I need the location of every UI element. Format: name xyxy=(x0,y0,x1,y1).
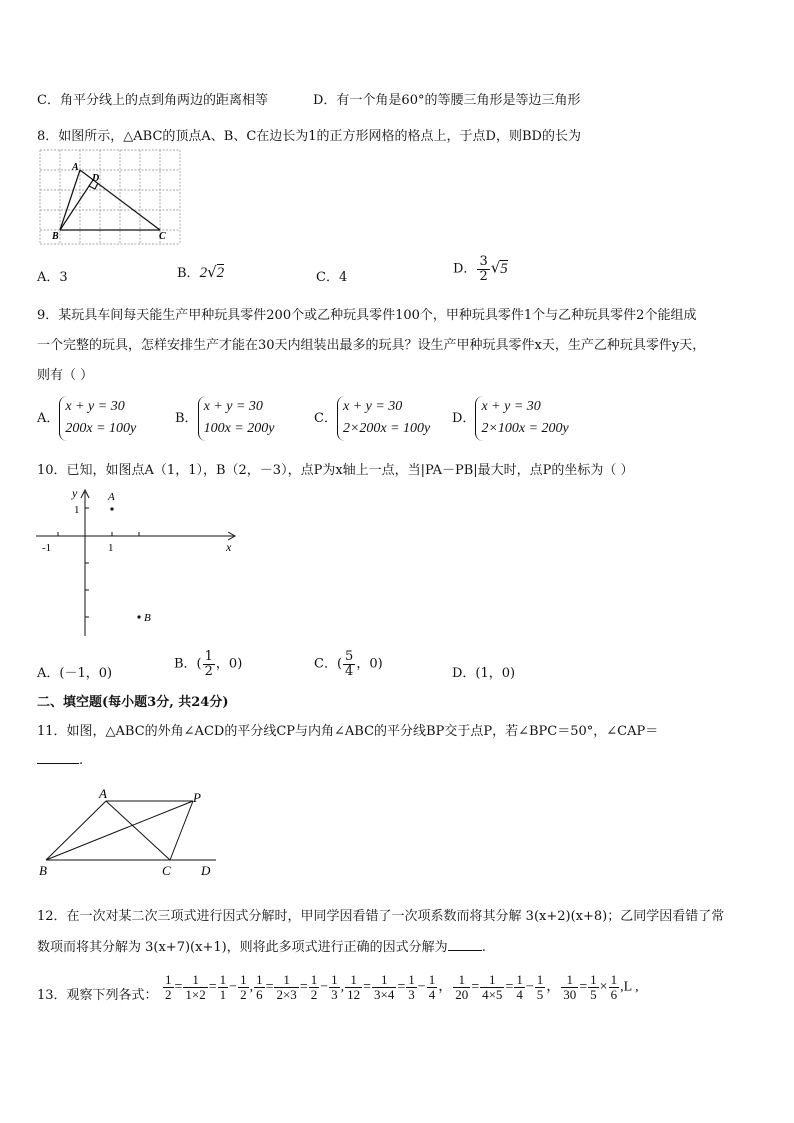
q11-label-p: P xyxy=(193,790,201,805)
q8-option-d-fraction xyxy=(477,255,489,283)
q9-option-d xyxy=(452,396,569,441)
q7-option-c: C．角平分线上的点到角两边的距离相等 xyxy=(37,93,268,108)
q9-option-c-eq1: x + y = 30 xyxy=(342,399,403,414)
q8-option-b-prefix: B． xyxy=(177,266,200,281)
sqrt-icon: √ xyxy=(490,258,501,277)
q12-line2 xyxy=(37,936,486,955)
q9-line3: 则有（ ） xyxy=(37,368,94,383)
q13-prefix: 13．观察下列各式： xyxy=(37,988,158,1003)
q13-tail: ,L , xyxy=(620,979,639,995)
q10-option-c-num: 5 xyxy=(345,649,354,664)
q9-option-a-eq2: 200x = 100y xyxy=(65,421,137,437)
q10-stem: 10．已知，如图点A（1，1），B（2，－3），点P为x轴上一点，当|PA－PB|最大时，点P的坐标为（ ） xyxy=(37,463,634,478)
q8-option-b-coef: 2 xyxy=(199,265,208,281)
q11-stem: 11．如图，△ABC的外角∠ACD的平分线CP与内角∠ABC的平分线BP交于点P，若∠BPC＝50°，∠CAP＝ xyxy=(37,724,659,739)
q10-option-d: D．(1，0) xyxy=(452,666,516,681)
q8-label-d: D xyxy=(92,173,100,184)
q9-option-c-prefix: C． xyxy=(314,410,337,426)
section2-title: 二、填空题(每小题3分, 共24分) xyxy=(37,695,229,710)
q10-option-b-num: 1 xyxy=(204,649,213,664)
q9-option-b-eq1: x + y = 30 xyxy=(203,399,263,414)
q10-option-b-den: 2 xyxy=(204,663,213,679)
q8-option-d-den: 2 xyxy=(479,268,488,284)
q9-option-d-prefix: D． xyxy=(452,410,476,426)
q10-option-c xyxy=(314,650,383,678)
q9-option-d-system xyxy=(475,396,568,441)
q8-option-b-radicand: 2 xyxy=(216,265,225,281)
q12-line2-text: 数项而将其分解为 3(x+7)(x+1)，则将此多项式进行正确的因式分解为 xyxy=(37,940,448,955)
q8-option-b xyxy=(177,262,224,282)
q10-point-b xyxy=(137,615,140,618)
q7-option-d: D．有一个角是60°的等腰三角形是等边三角形 xyxy=(313,93,581,108)
q10-option-b-suffix: ，0) xyxy=(215,656,243,672)
q11-answer-line xyxy=(37,751,83,768)
q9-option-a-eq1: x + y = 30 xyxy=(65,399,125,414)
q9-option-d-eq1: x + y = 30 xyxy=(481,399,541,414)
q8-stem: 8．如图所示，△ABC的顶点A、B、C在边长为1的正方形网格的格点上，于点D，则BD的长为 xyxy=(37,129,581,144)
q10-option-b-fraction xyxy=(203,650,215,678)
q8-grid-figure xyxy=(38,148,183,248)
q8-option-d-num: 3 xyxy=(479,254,488,269)
q8-option-d-prefix: D． xyxy=(453,261,477,277)
q8-option-d xyxy=(453,255,508,283)
q8-label-a: A xyxy=(72,162,79,173)
q8-option-a: A．3 xyxy=(37,270,68,285)
q9-option-a-system xyxy=(59,396,136,441)
q10-tick-y1: 1 xyxy=(74,504,80,516)
q10-tick-neg1: -1 xyxy=(42,542,52,554)
q9-line2: 一个完整的玩具，怎样安排生产才能在30天内组装出最多的玩具？设生产甲种玩具零件x天，生产乙种玩具零件y天， xyxy=(37,338,706,353)
q12-answer-blank xyxy=(448,938,482,951)
q12-end: . xyxy=(481,940,486,955)
q11-label-a: A xyxy=(99,786,107,801)
q11-label-b: B xyxy=(39,863,47,878)
q9-option-b-prefix: B． xyxy=(175,410,198,426)
q10-point-a xyxy=(110,507,113,510)
q11-label-c: C xyxy=(162,863,171,878)
q8-label-c: C xyxy=(159,231,166,242)
q9-option-c-eq2: 2×200x = 100y xyxy=(342,421,431,437)
q10-option-b xyxy=(174,650,242,678)
q10-tick-x1: 1 xyxy=(108,542,114,554)
q8-label-b: B xyxy=(52,231,59,242)
q11-label-d: D xyxy=(201,863,211,878)
q10-label-a: A xyxy=(108,491,115,503)
sqrt-icon: √ xyxy=(207,263,217,281)
q9-option-a xyxy=(37,396,136,441)
q10-option-c-fraction xyxy=(343,650,355,678)
q10-option-b-prefix: B．( xyxy=(174,656,202,672)
q11-end: . xyxy=(79,753,84,768)
q8-option-c: C．4 xyxy=(316,270,348,285)
q10-option-c-prefix: C．( xyxy=(314,656,343,672)
q10-axis-y-label: y xyxy=(72,486,78,500)
q9-option-a-prefix: A． xyxy=(37,410,60,426)
q10-option-a: A．(－1，0) xyxy=(37,666,113,681)
q9-option-b-system xyxy=(198,396,275,441)
q9-option-d-eq2: 2×100x = 200y xyxy=(481,421,569,437)
q10-option-c-suffix: ，0) xyxy=(356,656,383,672)
q9-option-b xyxy=(175,396,274,441)
q8-option-d-radicand: 5 xyxy=(500,260,508,277)
q9-option-b-eq2: 100x = 200y xyxy=(203,421,275,437)
q10-option-c-den: 4 xyxy=(345,663,354,679)
q11-answer-blank xyxy=(37,751,79,764)
q9-option-c xyxy=(314,396,430,441)
q11-figure xyxy=(36,786,222,882)
q12-line1: 12．在一次对某二次三项式进行因式分解时，甲同学因看错了一次项系数而将其分解 3(x+2)(x+8)；乙同学因看错了常 xyxy=(37,909,725,924)
q9-option-c-system xyxy=(337,396,430,441)
q9-line1: 9．某玩具车间每天能生产甲种玩具零件200个或乙种玩具零件100个，甲种玩具零件1个与乙种玩具零件2个能组成 xyxy=(37,308,697,323)
q10-label-b: B xyxy=(144,612,151,624)
q10-axis-x-label: x xyxy=(226,540,232,554)
q13-formulas: $\frac{1}{2}$ = $\frac{1}{1\times 2}$ = $\frac{1}{1}$ − $\frac{1}{2}$ , $\frac{1}{6}$ = $\frac{1}{2\times 3}$ = $\frac{1}{2}$ − $\frac{1}{3}$ , $\frac{1}{12}$ = $\frac{1}{3\times 4}$ = $\frac{1}{3}$ − $\frac{1}{4}$ ， $\frac{1}{20}$ = $\frac{1}{4\times 5}$ = $\frac{1}{4}$ − $\frac{1}{5}$ ， $\frac{1}{30}$ = $\frac{1}{5}$ × $\frac{1}{6}$ ,L , xyxy=(165,972,639,1002)
q10-coordinate-figure xyxy=(36,484,246,640)
